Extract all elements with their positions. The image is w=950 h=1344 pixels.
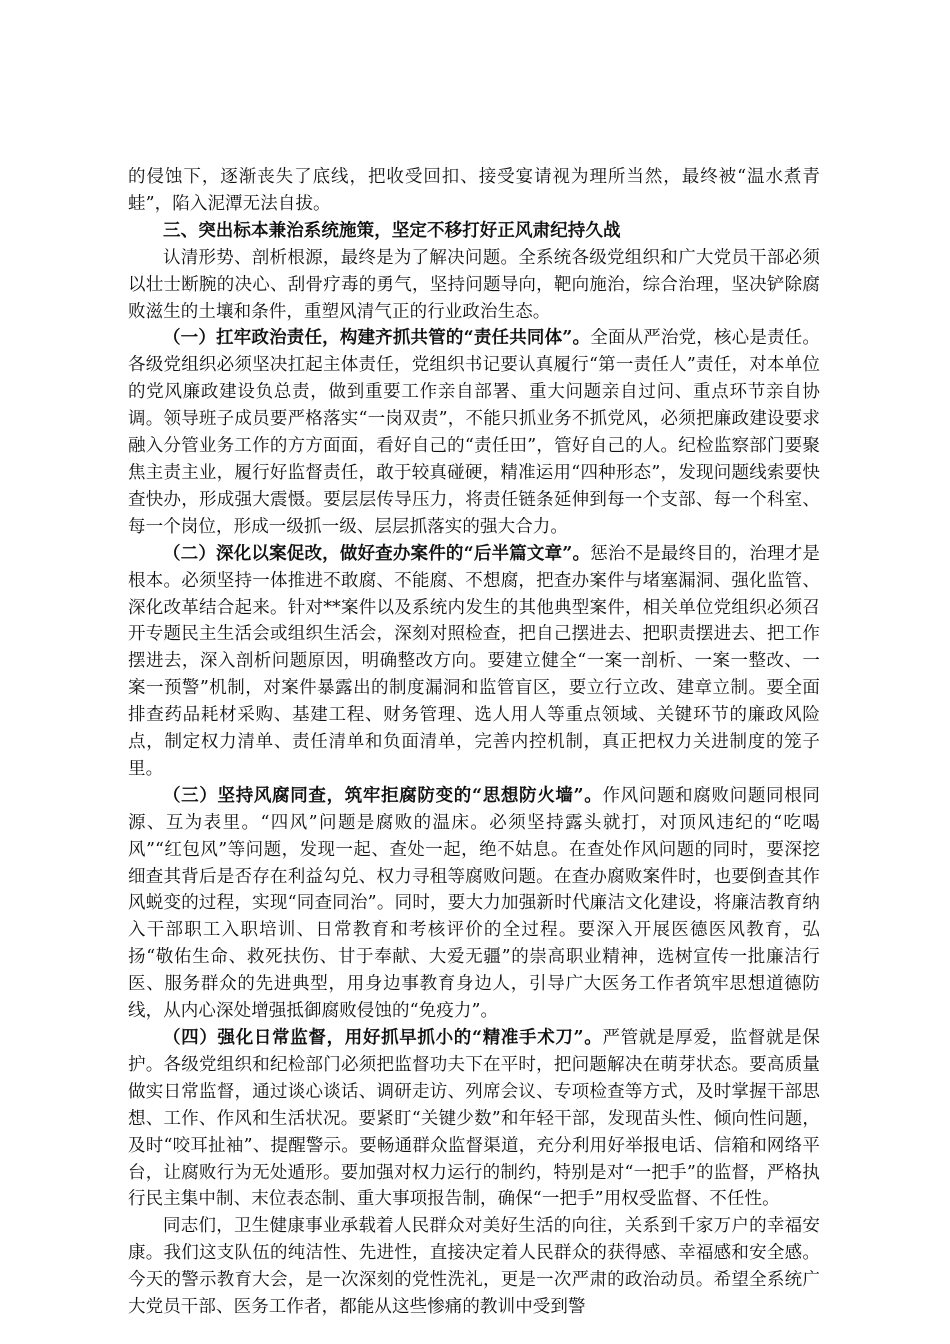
paragraph-text: 同志们，卫生健康事业承载着人民群众对美好生活的向往，关系到千家万户的幸福安康。我们这支队伍的纯洁性、先进性，直接决定着人民群众的获得感、幸福感和安全感。今天的警示教育大会，是一次深刻的党性洗礼，更是一次严肃的政治动员。希望全系统广大党员干部、医务工作者，都能从这些惨痛的教训中受到警 xyxy=(128,1216,820,1318)
paragraph-intro xyxy=(128,245,820,326)
paragraph-item-3 xyxy=(128,783,820,1025)
paragraph-item-1 xyxy=(128,325,820,540)
paragraph-text: 惩治不是最终目的，治理才是根本。必须坚持一体推进不敢腐、不能腐、不想腐，把查办案件与堵塞漏洞、强化监管、深化改革结合起来。针对**案件以及系统内发生的其他典型案件，相关单位党组织必须召开专题民主生活会或组织生活会，深刻对照检查，把自己摆进去、把职责摆进去、把工作摆进去，深入剖析问题原因，明确整改方向。要建立健全“一案一剖析、一案一整改、一案一预警”机制，对案件暴露出的制度漏洞和监管盲区，要立行立改、建章立制。要全面排查药品耗材采购、基建工程、财务管理、选人用人等重点领域、关键环节的廉政风险点，制定权力清单、责任清单和负面清单，完善内控机制，真正把权力关进制度的笼子里。 xyxy=(128,543,820,779)
paragraph-text: 作风问题和腐败问题同根同源、互为表里。“四风”问题是腐败的温床。必须坚持露头就打，对顶风违纪的“吃喝风”“红包风”等问题，发现一起、查处一起，绝不姑息。在查处作风问题的同时，要深挖细查其背后是否存在利益勾兑、权力寻租等腐败问题。在查办腐败案件时，也要倒查其作风蜕变的过程，实现“同查同治”。同时，要大力加强新时代廉洁文化建设，将廉洁教育纳入干部职工入职培训、日常教育和考核评价的全过程。要深入开展医德医风教育，弘扬“敬佑生命、救死扶伤、甘于奉献、大爱无疆”的崇高职业精神，选树宣传一批廉洁行医、服务群众的先进典型，用身边事教育身边人，引导广大医务工作者筑牢思想道德防线，从内心深处增强抵御腐败侵蚀的“免疫力”。 xyxy=(128,785,820,1022)
document-page xyxy=(128,164,820,1321)
paragraph-closing xyxy=(128,1213,820,1321)
paragraph-lead: （二）深化以案促改，做好查办案件的“后半篇文章”。 xyxy=(163,543,591,564)
paragraph-item-4 xyxy=(128,1025,820,1213)
paragraph-lead: （四）强化日常监督，用好抓早抓小的“精准手术刀”。 xyxy=(163,1028,603,1048)
paragraph-lead: （三）坚持风腐同查，筑牢拒腐防变的“思想防火墙”。 xyxy=(163,785,603,806)
section-heading-text: 三、突出标本兼治系统施策，坚定不移打好正风肃纪持久战 xyxy=(163,220,621,241)
paragraph-lead: （一）扛牢政治责任，构建齐抓共管的“责任共同体”。 xyxy=(163,328,591,349)
section-heading xyxy=(128,218,820,245)
paragraph-text: 全面从严治党，核心是责任。各级党组织必须坚决扛起主体责任，党组织书记要认真履行“第一责任人”责任，对本单位的党风廉政建设负总责，做到重要工作亲自部署、重大问题亲自过问、重点环节亲自协调。领导班子成员要严格落实“一岗双责”，不能只抓业务不抓党风，必须把廉政建设要求融入分管业务工作的方方面面，看好自己的“责任田”，管好自己的人。纪检监察部门要聚焦主责主业，履行好监督责任，敢于较真碰硬，精准运用“四种形态”，发现问题线索要快查快办，形成强大震慑。要层层传导压力，将责任链条延伸到每一个支部、每一个科室、每一个岗位，形成一级抓一级、层层抓落实的强大合力。 xyxy=(128,328,820,537)
paragraph-item-2 xyxy=(128,541,820,783)
paragraph-text: 的侵蚀下，逐渐丧失了底线，把收受回扣、接受宴请视为理所当然，最终被“温水煮青蛙”，陷入泥潭无法自拔。 xyxy=(128,167,820,214)
paragraph-text: 认清形势、剖析根源，最终是为了解决问题。全系统各级党组织和广大党员干部必须以壮士断腕的决心、刮骨疗毒的勇气，坚持问题导向，靶向施治，综合治理，坚决铲除腐败滋生的土壤和条件，重塑风清气正的行业政治生态。 xyxy=(128,247,820,322)
paragraph-continuation xyxy=(128,164,820,218)
paragraph-text: 严管就是厚爱，监督就是保护。各级党组织和纪检部门必须把监督功夫下在平时，把问题解决在萌芽状态。要高质量做实日常监督，通过谈心谈话、调研走访、列席会议、专项检查等方式，及时掌握干部思想、工作、作风和生活状况。要紧盯“关键少数”和年轻干部，发现苗头性、倾向性问题，及时“咬耳扯袖”、提醒警示。要畅通群众监督渠道，充分利用好举报电话、信箱和网络平台，让腐败行为无处遁形。要加强对权力运行的制约，特别是对“一把手”的监督，严格执行民主集中制、末位表态制、重大事项报告制，确保“一把手”用权受监督、不任性。 xyxy=(128,1028,820,1210)
